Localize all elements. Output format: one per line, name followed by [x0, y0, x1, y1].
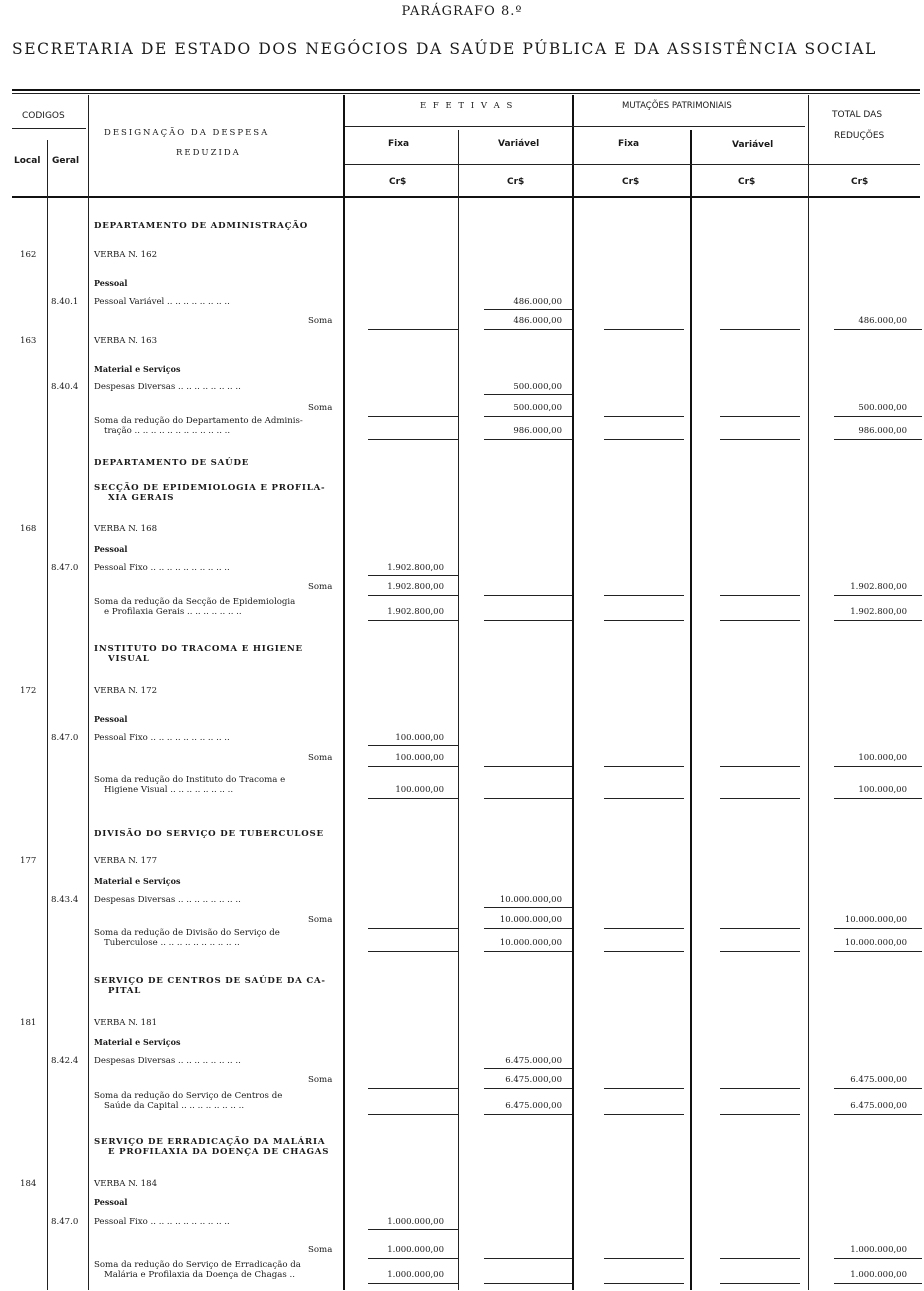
- row-description: Material e Serviços: [94, 364, 181, 374]
- value-efetivas-variavel: 6.475.000,00: [505, 1101, 562, 1111]
- row-description: Pessoal Fixo .. .. .. .. .. .. .. .. .. ..: [94, 1217, 230, 1227]
- value-total-reducoes: 986.000,00: [858, 426, 907, 436]
- value-total-reducoes: 486.000,00: [858, 316, 907, 326]
- row-description: VERBA N. 172: [94, 686, 158, 696]
- cr-mut-variavel: Cr$: [738, 177, 756, 187]
- row-description-cont: tração .. .. .. .. .. .. .. .. .. .. .. ..: [104, 426, 231, 436]
- rule-fixa: [368, 745, 458, 746]
- row-geral-code: 8.43.4: [51, 895, 79, 905]
- local-header: Local: [14, 156, 41, 166]
- section-heading: SERVIÇO DE CENTROS DE SAÚDE DA CA-: [94, 976, 326, 986]
- row-geral-code: 8.47.0: [51, 733, 79, 743]
- rule-fixa: [368, 620, 458, 621]
- row-description: VERBA N. 181: [94, 1018, 158, 1028]
- rule-variavel: [484, 329, 572, 330]
- value-total-reducoes: 1.000.000,00: [850, 1270, 907, 1280]
- value-efetivas-variavel: 6.475.000,00: [505, 1056, 562, 1066]
- row-description: VERBA N. 184: [94, 1179, 158, 1189]
- rule-total: [834, 1114, 922, 1115]
- header-bottom-rule: [12, 196, 920, 198]
- row-description: Soma da redução do Serviço de Centros de: [94, 1091, 283, 1101]
- soma-label: Soma: [308, 915, 333, 925]
- row-description: VERBA N. 177: [94, 856, 158, 866]
- value-total-reducoes: 6.475.000,00: [850, 1075, 907, 1085]
- row-description-cont: PITAL: [108, 986, 142, 996]
- soma-label: Soma: [308, 753, 333, 763]
- rule-mut-variavel: [720, 928, 800, 929]
- row-description-cont: Tuberculose .. .. .. .. .. .. .. .. .. ..: [104, 938, 240, 948]
- rule-variavel: [484, 1088, 572, 1089]
- rule-mut-variavel: [720, 951, 800, 952]
- secretaria-title: SECRETARIA DE ESTADO DOS NEGÓCIOS DA SAÚDE PÚBLICA E DA ASSISTÊNCIA SOCIAL: [12, 40, 877, 58]
- row-description-cont: Higiene Visual .. .. .. .. .. .. .. ..: [104, 785, 234, 795]
- row-description: Soma da redução de Divisão do Serviço de: [94, 928, 280, 938]
- row-geral-code: 8.47.0: [51, 1217, 79, 1227]
- value-efetivas-variavel: 986.000,00: [513, 426, 562, 436]
- row-description-cont: Malária e Profilaxia da Doença de Chagas ..: [104, 1270, 295, 1280]
- row-description: VERBA N. 163: [94, 336, 158, 346]
- value-efetivas-variavel: 486.000,00: [513, 297, 562, 307]
- row-description-cont: Saúde da Capital .. .. .. .. .. .. .. ..: [104, 1101, 245, 1111]
- rule-total: [834, 798, 922, 799]
- rule-fixa: [368, 1088, 458, 1089]
- row-local-code: 162: [20, 250, 37, 260]
- rule-total: [834, 416, 922, 417]
- rule-fixa: [368, 1229, 458, 1230]
- row-description-cont: VISUAL: [108, 654, 150, 664]
- rule-mut-fixa: [604, 595, 684, 596]
- row-description: Pessoal Variável .. .. .. .. .. .. .. ..: [94, 297, 230, 307]
- rule-variavel: [484, 439, 572, 440]
- rule-mut-fixa: [604, 439, 684, 440]
- rule-mut-fixa: [604, 766, 684, 767]
- rule-mut-variavel: [720, 766, 800, 767]
- rule-total: [834, 1088, 922, 1089]
- cr-mut-fixa: Cr$: [622, 177, 640, 187]
- section-heading: DEPARTAMENTO DE ADMINISTRAÇÃO: [94, 221, 309, 231]
- row-description: Pessoal Fixo .. .. .. .. .. .. .. .. .. ..: [94, 733, 230, 743]
- rule-variavel: [484, 1068, 572, 1069]
- value-total-reducoes: 1.000.000,00: [850, 1245, 907, 1255]
- rule-total: [834, 951, 922, 952]
- value-total-reducoes: 1.902.800,00: [850, 607, 907, 617]
- row-description: Pessoal: [94, 1197, 128, 1207]
- rule-total: [834, 1283, 922, 1284]
- rule-mut-fixa: [604, 329, 684, 330]
- rule-total: [834, 329, 922, 330]
- value-efetivas-fixa: 1.000.000,00: [387, 1245, 444, 1255]
- rule-mut-fixa: [604, 951, 684, 952]
- rule-variavel: [484, 595, 572, 596]
- rule-mut-fixa: [604, 416, 684, 417]
- soma-label: Soma: [308, 582, 333, 592]
- rule-total: [834, 1258, 922, 1259]
- rule-variavel: [484, 620, 572, 621]
- rule-variavel: [484, 798, 572, 799]
- value-total-reducoes: 1.902.800,00: [850, 582, 907, 592]
- row-geral-code: 8.40.1: [51, 297, 79, 307]
- table-top-rule: [12, 89, 920, 91]
- rule-mut-variavel: [720, 798, 800, 799]
- row-local-code: 172: [20, 686, 37, 696]
- designacao-header: DESIGNAÇÃO DA DESPESA: [104, 128, 270, 138]
- rule-fixa: [368, 928, 458, 929]
- soma-label: Soma: [308, 403, 333, 413]
- designacao-header-2: REDUZIDA: [176, 148, 241, 158]
- rule-fixa: [368, 595, 458, 596]
- section-heading: DIVISÃO DO SERVIÇO DE TUBERCULOSE: [94, 829, 324, 839]
- row-description: Pessoal Fixo .. .. .. .. .. .. .. .. .. ..: [94, 563, 230, 573]
- row-description: VERBA N. 162: [94, 250, 158, 260]
- value-efetivas-variavel: 10.000.000,00: [499, 938, 562, 948]
- total-header: TOTAL DAS: [832, 110, 883, 120]
- row-local-code: 177: [20, 856, 37, 866]
- row-description-cont: E PROFILAXIA DA DOENÇA DE CHAGAS: [108, 1147, 330, 1157]
- rule-mut-variavel: [720, 416, 800, 417]
- rule-mut-variavel: [720, 595, 800, 596]
- efetivas-rule: [345, 126, 805, 127]
- rule-total: [834, 928, 922, 929]
- section-heading: SERVIÇO DE ERRADICAÇÃO DA MALÁRIA: [94, 1137, 326, 1147]
- rule-mut-fixa: [604, 798, 684, 799]
- row-local-code: 181: [20, 1018, 37, 1028]
- rule-fixa: [368, 798, 458, 799]
- col-line-local: [47, 140, 48, 1290]
- geral-header: Geral: [52, 156, 80, 166]
- rule-mut-fixa: [604, 928, 684, 929]
- value-efetivas-fixa: 1.000.000,00: [387, 1270, 444, 1280]
- value-efetivas-fixa: 1.902.800,00: [387, 607, 444, 617]
- rule-mut-variavel: [720, 1088, 800, 1089]
- value-efetivas-variavel: 10.000.000,00: [499, 895, 562, 905]
- row-description: VERBA N. 168: [94, 524, 158, 534]
- page-title: PARÁGRAFO 8.º: [401, 4, 523, 19]
- row-description-cont: XIA GERAIS: [108, 493, 175, 503]
- rule-mut-variavel: [720, 1283, 800, 1284]
- row-description: Soma da redução do Instituto do Tracoma e: [94, 775, 286, 785]
- crs-rule: [345, 164, 920, 165]
- value-total-reducoes: 10.000.000,00: [844, 938, 907, 948]
- col-line-geral: [88, 95, 89, 1290]
- row-description: Soma da redução da Secção de Epidemiologia: [94, 597, 296, 607]
- mutacoes-header: MUTAÇÕES PATRIMONIAIS: [622, 101, 732, 111]
- value-efetivas-fixa: 1.000.000,00: [387, 1217, 444, 1227]
- rule-fixa: [368, 951, 458, 952]
- rule-mut-fixa: [604, 1258, 684, 1259]
- row-local-code: 168: [20, 524, 37, 534]
- row-description-cont: e Profilaxia Gerais .. .. .. .. .. .. ..: [104, 607, 242, 617]
- value-total-reducoes: 6.475.000,00: [850, 1101, 907, 1111]
- row-description: Despesas Diversas .. .. .. .. .. .. .. ..: [94, 895, 241, 905]
- value-efetivas-variavel: 10.000.000,00: [499, 915, 562, 925]
- row-description: Soma da redução do Departamento de Adminis-: [94, 416, 303, 426]
- row-local-code: 163: [20, 336, 37, 346]
- rule-fixa: [368, 1283, 458, 1284]
- value-total-reducoes: 500.000,00: [858, 403, 907, 413]
- row-local-code: 184: [20, 1179, 37, 1189]
- cr-variavel: Cr$: [507, 177, 525, 187]
- rule-fixa: [368, 575, 458, 576]
- efetivas-header: E F E T I V A S: [420, 101, 515, 111]
- value-efetivas-variavel: 6.475.000,00: [505, 1075, 562, 1085]
- row-description: Pessoal: [94, 544, 128, 554]
- value-total-reducoes: 100.000,00: [858, 785, 907, 795]
- rule-mut-variavel: [720, 1258, 800, 1259]
- rule-fixa: [368, 766, 458, 767]
- value-efetivas-variavel: 486.000,00: [513, 316, 562, 326]
- soma-label: Soma: [308, 316, 333, 326]
- rule-variavel: [484, 907, 572, 908]
- rule-variavel: [484, 951, 572, 952]
- row-description: Despesas Diversas .. .. .. .. .. .. .. ..: [94, 382, 241, 392]
- soma-label: Soma: [308, 1245, 333, 1255]
- value-total-reducoes: 10.000.000,00: [844, 915, 907, 925]
- rule-variavel: [484, 394, 572, 395]
- col-line-variavel: [572, 95, 574, 1290]
- rule-variavel: [484, 766, 572, 767]
- codigos-header: CODIGOS: [22, 111, 65, 121]
- value-efetivas-fixa: 100.000,00: [395, 753, 444, 763]
- col-line-mut-fixa: [690, 130, 692, 1290]
- rule-fixa: [368, 1258, 458, 1259]
- rule-variavel: [484, 1114, 572, 1115]
- value-total-reducoes: 100.000,00: [858, 753, 907, 763]
- mut-variavel-header: Variável: [732, 140, 774, 150]
- rule-total: [834, 620, 922, 621]
- section-heading: DEPARTAMENTO DE SAÚDE: [94, 458, 250, 468]
- col-line-designacao: [343, 95, 345, 1290]
- rule-mut-fixa: [604, 1088, 684, 1089]
- row-geral-code: 8.47.0: [51, 563, 79, 573]
- rule-variavel: [484, 309, 572, 310]
- rule-mut-variavel: [720, 329, 800, 330]
- codigos-rule: [12, 128, 86, 129]
- variavel-header: Variável: [498, 139, 540, 149]
- value-efetivas-fixa: 100.000,00: [395, 785, 444, 795]
- rule-mut-variavel: [720, 620, 800, 621]
- soma-label: Soma: [308, 1075, 333, 1085]
- row-description: Despesas Diversas .. .. .. .. .. .. .. ..: [94, 1056, 241, 1066]
- rule-mut-fixa: [604, 620, 684, 621]
- rule-fixa: [368, 439, 458, 440]
- row-description: Pessoal: [94, 714, 128, 724]
- mut-fixa-header: Fixa: [618, 139, 640, 149]
- cr-total: Cr$: [851, 177, 869, 187]
- rule-variavel: [484, 1258, 572, 1259]
- cr-fixa: Cr$: [389, 177, 407, 187]
- row-description: Material e Serviços: [94, 1037, 181, 1047]
- rule-mut-fixa: [604, 1114, 684, 1115]
- row-description: Soma da redução do Serviço de Erradicação da: [94, 1260, 301, 1270]
- table-top-rule-2: [12, 93, 920, 94]
- row-description: Pessoal: [94, 278, 128, 288]
- value-efetivas-fixa: 1.902.800,00: [387, 563, 444, 573]
- value-efetivas-fixa: 1.902.800,00: [387, 582, 444, 592]
- rule-variavel: [484, 928, 572, 929]
- fixa-header: Fixa: [388, 139, 410, 149]
- value-efetivas-fixa: 100.000,00: [395, 733, 444, 743]
- rule-variavel: [484, 1283, 572, 1284]
- rule-total: [834, 439, 922, 440]
- rule-variavel: [484, 416, 572, 417]
- rule-mut-fixa: [604, 1283, 684, 1284]
- value-efetivas-variavel: 500.000,00: [513, 382, 562, 392]
- rule-mut-variavel: [720, 439, 800, 440]
- row-geral-code: 8.42.4: [51, 1056, 79, 1066]
- rule-fixa: [368, 1114, 458, 1115]
- rule-fixa: [368, 329, 458, 330]
- row-geral-code: 8.40.4: [51, 382, 79, 392]
- total-header-2: REDUÇÕES: [834, 131, 885, 141]
- section-heading: INSTITUTO DO TRACOMA E HIGIENE: [94, 644, 303, 654]
- rule-mut-variavel: [720, 1114, 800, 1115]
- rule-total: [834, 766, 922, 767]
- rule-fixa: [368, 416, 458, 417]
- section-heading: SECÇÃO DE EPIDEMIOLOGIA E PROFILA-: [94, 483, 326, 493]
- value-efetivas-variavel: 500.000,00: [513, 403, 562, 413]
- row-description: Material e Serviços: [94, 876, 181, 886]
- rule-total: [834, 595, 922, 596]
